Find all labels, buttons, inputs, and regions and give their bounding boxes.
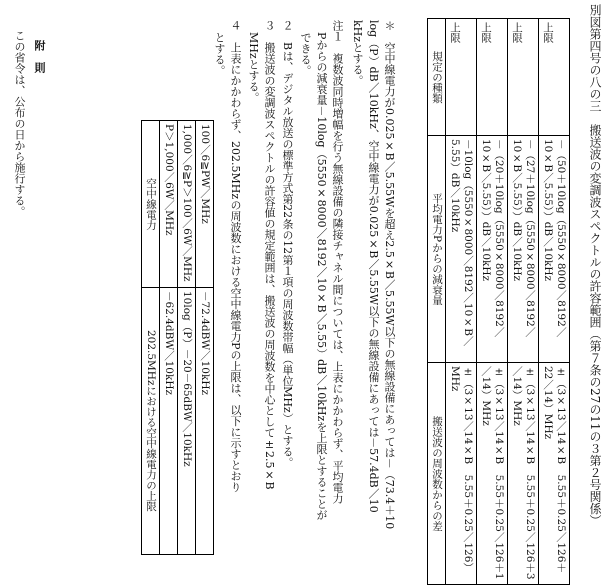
table-row: 上限	[539, 19, 570, 136]
table-header-cell: 規定の種類	[428, 19, 446, 136]
table-row: 1,000／6≧P＞100／6W／MHz	[178, 121, 196, 288]
table-cell: ±（3×13／14×B 5.55＋0.25／126＋1／14）MHz	[477, 363, 508, 585]
table-cell: ±（3×13／14×B 5.55＋0.25／126）MHz	[446, 363, 477, 585]
page-title: 別図第四号の八の三 搬送波の変調波スペクトルの許容範囲（第７条の27の11の３第２号関係）	[588, 4, 602, 527]
table-header-cell: 空中線電力	[142, 121, 160, 288]
supplementary-text: この省令は、公布の日から施行する。	[13, 30, 26, 217]
table-cell: －62.4dBW／10kHz	[160, 288, 178, 555]
table-cell: －10log（5550×8000／8192／10×B／5.55）dB／10kHz	[446, 136, 477, 363]
table-cell: －72.4dBW／10kHz	[196, 288, 214, 555]
table-cell: －（20＋10log（5550×8000／8192／10×B／5.55））dB／10kHz	[477, 136, 508, 363]
table-cell: 10log（P）－20－65dBW／10kHz	[178, 288, 196, 555]
table-header-cell: 搬送波の周波数からの差	[428, 363, 446, 585]
note-1-cont: Pからの減衰量－10log（5550×8000／8192／10×B／5.55）dB／10kHzを上限とすることが	[315, 32, 328, 521]
note-asterisk: ＊ 空中線電力が0.025×B／5.55Wを超え2.5×B／5.55W以下の無線設備にあっては－（73.4＋10	[383, 20, 396, 530]
supplementary-title: 附 則	[33, 40, 46, 73]
note-4-cont: とする。	[213, 32, 226, 76]
note-1: 注１ 複数波同時増幅を行う無線設備の隣接チャネル間については、上表にかかわらず、平均電力	[331, 20, 344, 504]
table-row: 上限	[508, 19, 539, 136]
note-asterisk-cont: log（P）dB／10kHz、空中線電力が0.025×B／5.55W以下の無線設備にあっては－57.4dB／10	[367, 20, 380, 513]
table-cell: －（27＋10log（5550×8000／8192／10×B／5.55））dB／10kHz	[508, 136, 539, 363]
table-row: P＞1,000／6W／MHz	[160, 121, 178, 288]
spectrum-table	[427, 18, 570, 585]
table-row: 上限	[446, 19, 477, 136]
table-row: 上限	[477, 19, 508, 136]
table-header-cell: 202.5MHzにおける空中線電力の上限	[142, 288, 160, 555]
table-cell: ±（3×13／14×B 5.55＋0.25／126＋3／14）MHz	[508, 363, 539, 585]
note-1-cont: できる。	[299, 32, 312, 76]
power-limit-table	[141, 120, 214, 555]
table-header-cell: 平均電力Pからの減衰量	[428, 136, 446, 363]
table-cell: ±（3×13／14×B 5.55＋0.25／126＋22／14）MHz	[539, 363, 570, 585]
table-row: 100／6≧PW／MHz	[196, 121, 214, 288]
note-asterisk-cont: kHzとする。	[351, 20, 364, 87]
note-4: ４ 上表にかかわらず、202.5MHzの周波数における空中線電力Pの上限は、以下に示すとおり	[229, 20, 242, 493]
note-2: ２ Bは、デジタル放送の標準方式第22条の12第１項の周波数帯幅（単位MHz）とする。	[281, 20, 294, 468]
note-3-cont: MHzとする。	[247, 32, 260, 103]
note-3: ３ 搬送波の変調波スペクトルの許容値の規定範囲は、搬送波の周波数を中心として±2.5×B	[263, 20, 276, 490]
table-cell: －（50＋10log（5550×8000／8192／10×B／5.55））dB／10kHz	[539, 136, 570, 363]
